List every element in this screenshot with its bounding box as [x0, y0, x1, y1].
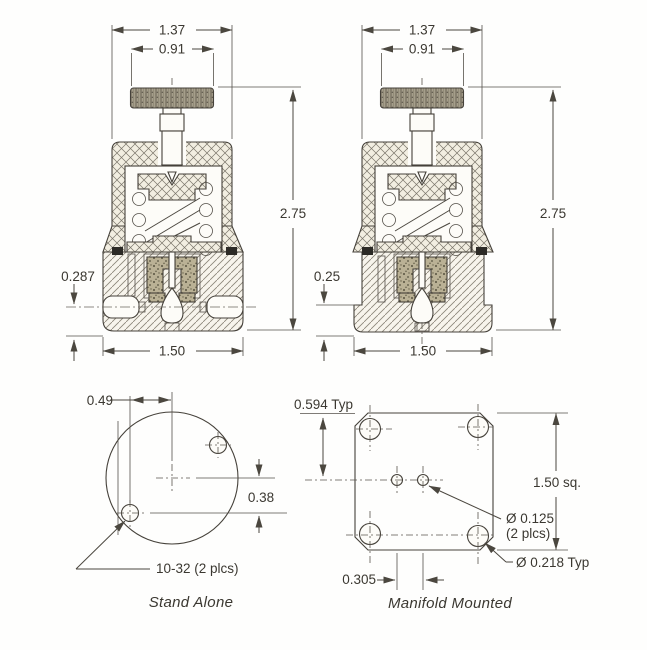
dim-hole-offset-y: 0.38	[247, 490, 275, 505]
dim-height-right: 2.75	[539, 206, 567, 221]
dim-base-step-right: 0.25	[313, 269, 341, 284]
dim-port-centerline-left: 0.287	[61, 269, 95, 284]
mount-hole-callout: Ø 0.218 Typ	[516, 555, 590, 570]
dim-base-width-left: 1.50	[158, 343, 186, 359]
dim-port-spacing: 0.305	[342, 572, 376, 587]
dim-base-width-right: 1.50	[409, 343, 437, 359]
stand-alone-bottom-view	[76, 392, 287, 611]
dim-knob-width-left: 0.91	[158, 41, 186, 57]
regulator-upper-assembly	[353, 78, 493, 256]
port-dia-qty: (2 plcs)	[506, 526, 551, 541]
dim-body-width-right: 1.37	[408, 22, 436, 38]
manifold-section-view	[314, 23, 566, 362]
dim-knob-width-right: 0.91	[408, 41, 436, 57]
thread-callout: 10-32 (2 plcs)	[156, 561, 239, 576]
caption-manifold-mounted: Manifold Mounted	[387, 595, 513, 612]
dim-body-width-left: 1.37	[158, 22, 186, 38]
dim-plate-square: 1.50 sq.	[532, 475, 582, 490]
manifold-bottom-view	[294, 397, 589, 612]
stand-alone-section-view	[61, 23, 306, 362]
regulator-upper-assembly	[103, 78, 243, 256]
dim-height-left: 2.75	[279, 206, 307, 221]
caption-stand-alone: Stand Alone	[148, 594, 234, 611]
port-dia-callout: Ø 0.125	[506, 511, 555, 526]
dim-hole-offset-x: 0.49	[86, 393, 113, 408]
dim-corner-hole-offset: 0.594 Typ	[294, 397, 354, 412]
